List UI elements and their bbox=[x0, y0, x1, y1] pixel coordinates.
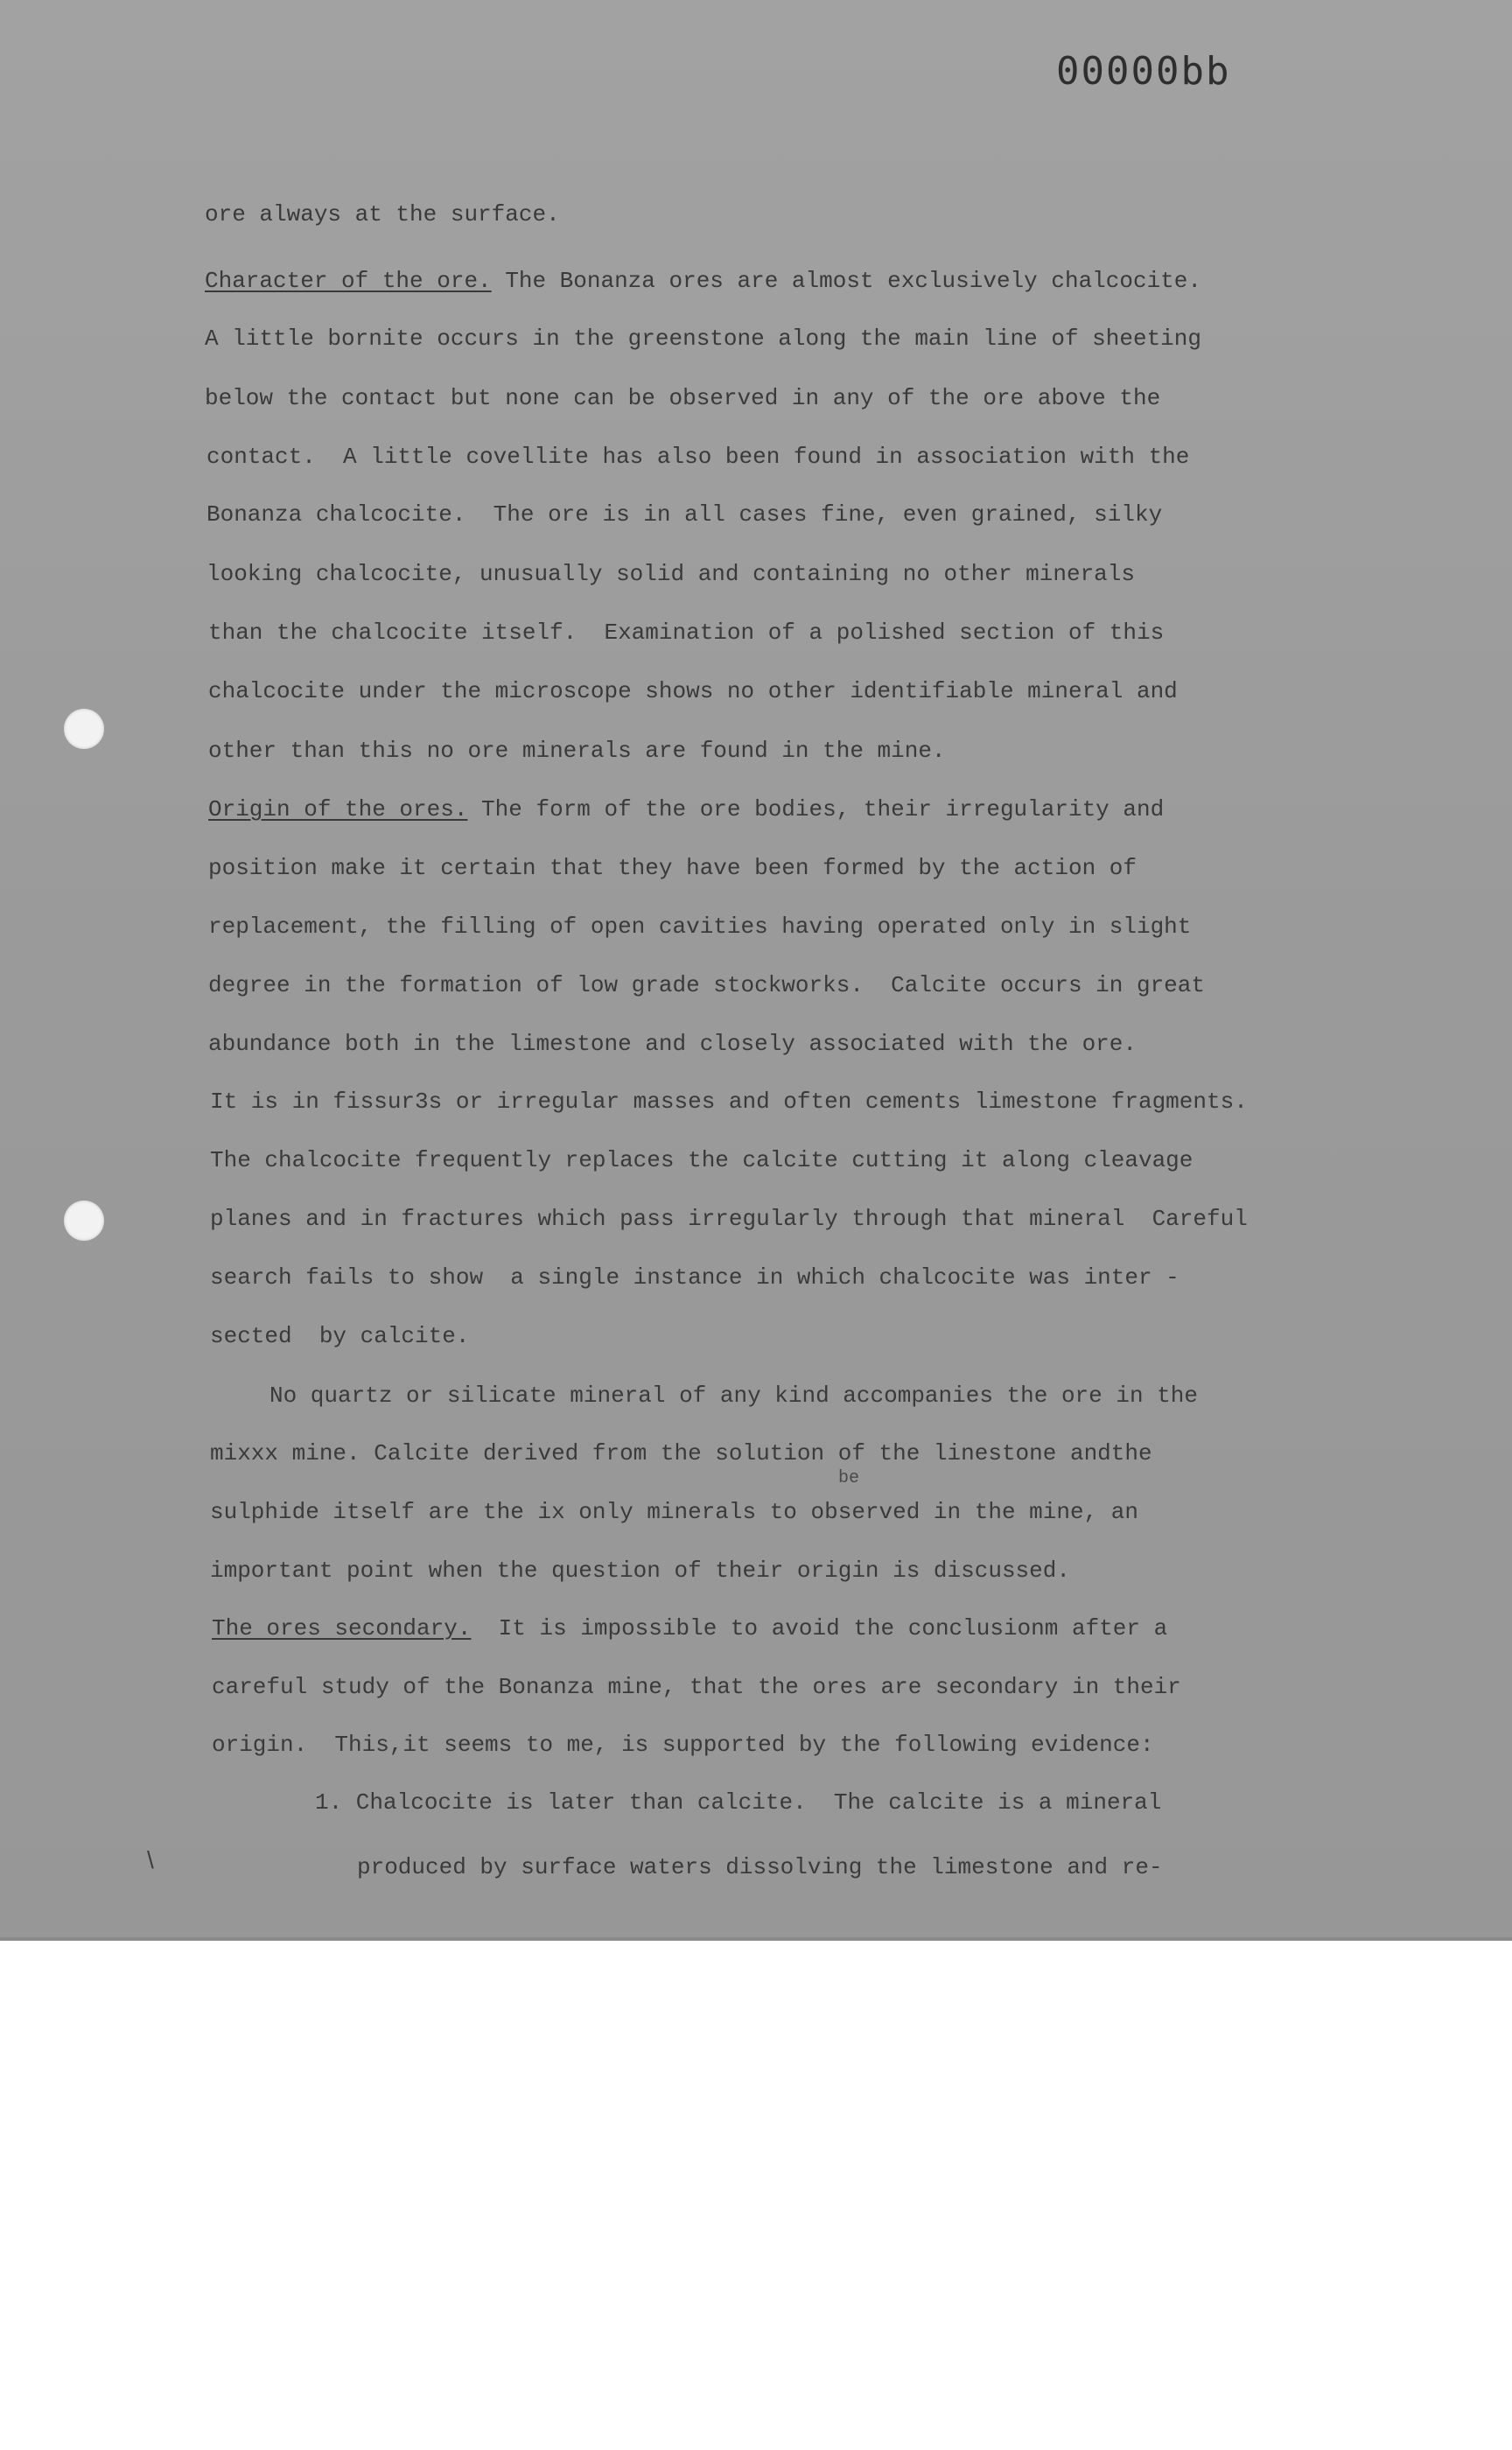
line-text: mixxx mine. Calcite derived from the solution of the linestone andthe bbox=[210, 1440, 1152, 1466]
section-heading: Character of the ore. bbox=[205, 268, 492, 294]
line-text: contact. A little covellite has also been found in association with the bbox=[206, 444, 1190, 470]
text-line bbox=[270, 1382, 1198, 1409]
line-text: sected by calcite. bbox=[210, 1323, 470, 1349]
line-text: position make it certain that they have been formed by the action of bbox=[208, 855, 1137, 881]
line-text: other than this no ore minerals are found in the mine. bbox=[208, 738, 946, 764]
line-text: ore always at the surface. bbox=[205, 201, 560, 228]
line-text: degree in the formation of low grade stockworks. Calcite occurs in great bbox=[208, 972, 1205, 998]
line-text: No quartz or silicate mineral of any kind accompanies the ore in the bbox=[270, 1382, 1198, 1409]
text-line bbox=[210, 1323, 469, 1349]
line-text: 1. Chalcocite is later than calcite. The calcite is a mineral bbox=[315, 1789, 1162, 1816]
text-line bbox=[208, 796, 1164, 822]
text-line bbox=[315, 1789, 1161, 1816]
text-line bbox=[208, 972, 1205, 998]
interlinear-insert: be bbox=[838, 1468, 860, 1488]
line-text: replacement, the filling of open cavities having operated only in slight bbox=[208, 914, 1192, 940]
text-line bbox=[205, 385, 1160, 411]
line-text: planes and in fractures which pass irregularly through that mineral Careful bbox=[210, 1206, 1248, 1232]
text-line bbox=[208, 678, 1178, 704]
text-line bbox=[210, 1264, 1180, 1291]
punch-hole bbox=[64, 709, 104, 749]
line-text: The Bonanza ores are almost exclusively chalcocite. bbox=[491, 268, 1201, 294]
line-text: origin. This,it seems to me, is supported by the following evidence: bbox=[212, 1732, 1154, 1758]
text-line bbox=[210, 1440, 1152, 1466]
text-line bbox=[208, 738, 946, 764]
text-line bbox=[206, 444, 1189, 470]
text-line bbox=[206, 561, 1135, 587]
text-line bbox=[210, 1088, 1248, 1115]
line-text: careful study of the Bonanza mine, that the ores are secondary in their bbox=[212, 1674, 1181, 1700]
text-line bbox=[206, 501, 1162, 528]
text-line bbox=[208, 620, 1164, 646]
line-text: produced by surface waters dissolving the limestone and re- bbox=[357, 1854, 1163, 1880]
text-line bbox=[205, 268, 1201, 294]
line-text: It is in fissur3s or irregular masses and often cements limestone fragments. bbox=[210, 1088, 1248, 1115]
line-text: sulphide itself are the ix only minerals to observed in the mine, an bbox=[210, 1499, 1138, 1525]
punch-hole bbox=[64, 1200, 104, 1241]
text-line bbox=[212, 1732, 1154, 1758]
line-text: than the chalcocite itself. Examination of a polished section of this bbox=[208, 620, 1165, 646]
line-text: chalcocite under the microscope shows no other identifiable mineral and bbox=[208, 678, 1178, 704]
line-text: The form of the ore bodies, their irregularity and bbox=[467, 796, 1165, 822]
text-line bbox=[357, 1854, 1163, 1880]
text-line bbox=[205, 201, 560, 228]
page-number: 00000bb bbox=[1056, 49, 1231, 94]
text-line bbox=[210, 1558, 1070, 1584]
line-text: Bonanza chalcocite. The ore is in all cases fine, even grained, silky bbox=[206, 501, 1163, 528]
line-text: The chalcocite frequently replaces the calcite cutting it along cleavage bbox=[210, 1147, 1194, 1173]
text-line bbox=[208, 855, 1137, 881]
text-line bbox=[205, 326, 1201, 352]
line-text: It is impossible to avoid the conclusionm after a bbox=[471, 1615, 1168, 1642]
text-line bbox=[210, 1206, 1248, 1232]
line-text: A little bornite occurs in the greenstone along the main line of sheeting bbox=[205, 326, 1201, 352]
text-line bbox=[212, 1674, 1181, 1700]
section-heading: The ores secondary. bbox=[212, 1615, 472, 1642]
line-text: important point when the question of their origin is discussed. bbox=[210, 1558, 1070, 1584]
line-text: abundance both in the limestone and closely associated with the ore. bbox=[208, 1031, 1137, 1057]
text-line bbox=[212, 1615, 1167, 1642]
line-text: search fails to show a single instance in which chalcocite was inter - bbox=[210, 1264, 1180, 1291]
margin-mark: \ bbox=[147, 1846, 154, 1873]
text-line bbox=[208, 1031, 1137, 1057]
line-text: below the contact but none can be observed in any of the ore above the bbox=[205, 385, 1161, 411]
section-heading: Origin of the ores. bbox=[208, 796, 468, 822]
text-line bbox=[208, 914, 1191, 940]
text-line bbox=[210, 1147, 1193, 1173]
text-line bbox=[210, 1499, 1138, 1525]
line-text: looking chalcocite, unusually solid and containing no other minerals bbox=[206, 561, 1135, 587]
